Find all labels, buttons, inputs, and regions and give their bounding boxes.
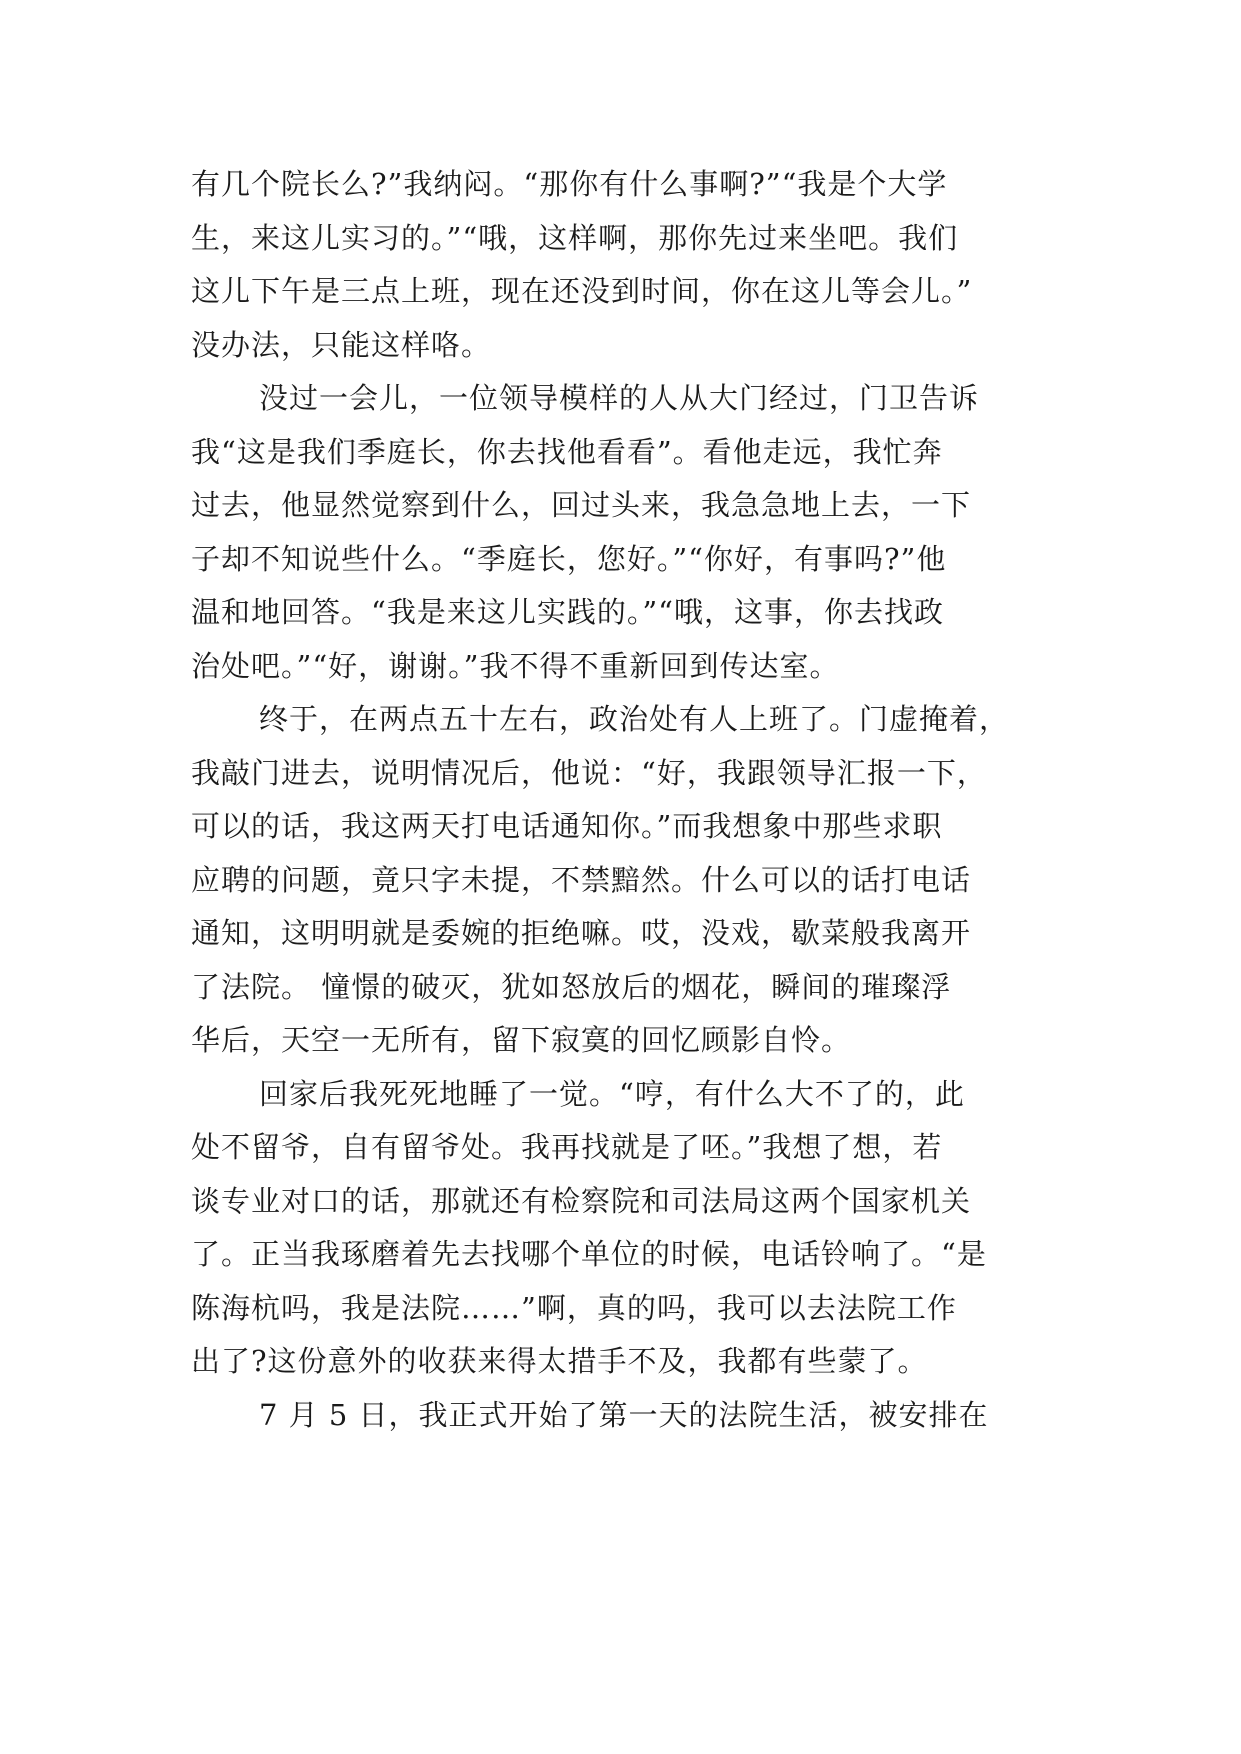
text-line: 生，来这儿实习的。”“哦，这样啊，那你先过来坐吧。我们 <box>191 220 959 255</box>
text-line: 可以的话，我这两天打电话通知你。”而我想象中那些求职 <box>191 809 943 843</box>
text-line: 治处吧。”“好，谢谢。”我不得不重新回到传达室。 <box>191 648 840 683</box>
text-line: 这儿下午是三点上班，现在还没到时间，你在这儿等会儿。” <box>191 274 973 308</box>
text-line: 温和地回答。“我是来这儿实践的。”“哦，这事，你去找政 <box>191 595 944 629</box>
paragraph-first-line: 终于，在两点五十左右，政治处有人上班了。门虚掩着， <box>259 702 1010 736</box>
text-line: 华后，天空一无所有，留下寂寞的回忆顾影自怜。 <box>191 1023 852 1057</box>
paragraph-first-line: 7 月 5 日，我正式开始了第一天的法院生活，被安排在 <box>259 1397 989 1432</box>
paragraph-first-line: 没过一会儿，一位领导模样的人从大门经过，门卫告诉 <box>259 381 980 415</box>
text-line: 通知，这明明就是委婉的拒绝嘛。哎，没戏，歇菜般我离开 <box>191 916 972 950</box>
text-line: 出了?这份意外的收获来得太措手不及，我都有些蒙了。 <box>191 1344 928 1378</box>
text-line: 有几个院长么?”我纳闷。“那你有什么事啊?”“我是个大学 <box>191 167 948 201</box>
text-line: 应聘的问题，竟只字未提，不禁黯然。什么可以的话打电话 <box>191 862 972 897</box>
text-line: 我敲门进去，说明情况后，他说：“好，我跟领导汇报一下， <box>191 755 987 790</box>
text-line: 过去，他显然觉察到什么，回过头来，我急急地上去，一下 <box>191 488 972 522</box>
text-line: 了。正当我琢磨着先去找哪个单位的时候，电话铃响了。“是 <box>191 1237 987 1271</box>
text-line: 子却不知说些什么。“季庭长，您好。”“你好，有事吗?”他 <box>191 541 947 576</box>
body-text <box>191 158 1053 1442</box>
text-line: 处不留爷，自有留爷处。我再找就是了呸。”我想了想，若 <box>191 1130 943 1164</box>
text-line: 谈专业对口的话，那就还有检察院和司法局这两个国家机关 <box>191 1183 972 1218</box>
text-line: 我“这是我们季庭长，你去找他看看”。看他走远，我忙奔 <box>191 434 943 469</box>
text-line: 没办法，只能这样咯。 <box>191 327 492 362</box>
paragraph-first-line: 回家后我死死地睡了一觉。“哼，有什么大不了的，此 <box>259 1076 965 1111</box>
text-line: 陈海杭吗，我是法院……”啊，真的吗，我可以去法院工作 <box>191 1290 957 1325</box>
text-line: 了法院。 憧憬的破灭，犹如怒放后的烟花，瞬间的璀璨浮 <box>191 969 952 1004</box>
